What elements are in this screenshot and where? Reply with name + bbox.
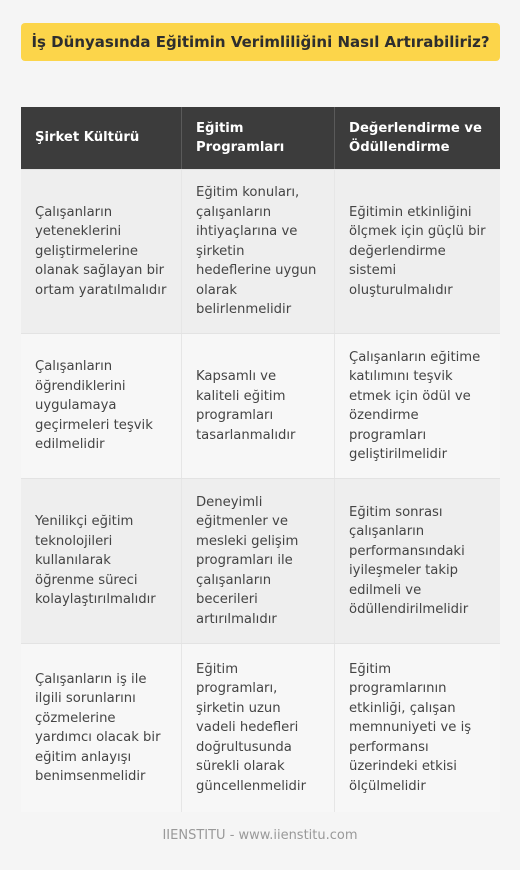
table-header-row	[21, 107, 500, 170]
table-cell: Çalışanların iş ile ilgili sorunlarını çözmelerine yardımcı olacak bir eğitim anlayışı benimsenmelidir	[21, 644, 182, 812]
table-row	[21, 479, 500, 644]
footer-credit: IIENSTITU - www.iienstitu.com	[162, 828, 358, 843]
column-header: Değerlendirme ve Ödüllendirme	[335, 107, 500, 169]
table-cell: Eğitim programlarının etkinliği, çalışan memnuniyeti ve iş performansı üzerindeki etkisi ölçülmelidir	[335, 644, 500, 812]
table-cell: Çalışanların yeteneklerini geliştirmelerine olanak sağlayan bir ortam yaratılmalıdır	[21, 170, 182, 333]
table-cell: Yenilikçi eğitim teknolojileri kullanılarak öğrenme süreci kolaylaştırılmalıdır	[21, 479, 182, 643]
table-cell: Eğitim sonrası çalışanların performansındaki iyileşmeler takip edilmeli ve ödüllendirilmelidir	[335, 479, 500, 643]
table-cell: Eğitim konuları, çalışanların ihtiyaçlarına ve şirketin hedeflerine uygun olarak belirlenmelidir	[182, 170, 335, 333]
table-cell: Deneyimli eğitmenler ve mesleki gelişim programları ile çalışanların becerileri artırılmalıdır	[182, 479, 335, 643]
table-row	[21, 644, 500, 812]
table-cell: Çalışanların eğitime katılımını teşvik etmek için ödül ve özendirme programları geliştirilmelidir	[335, 334, 500, 478]
column-header: Şirket Kültürü	[21, 107, 182, 169]
page-title: İş Dünyasında Eğitimin Verimliliğini Nasıl Artırabiliriz?	[21, 23, 500, 61]
column-header: Eğitim Programları	[182, 107, 335, 169]
table-row	[21, 170, 500, 334]
table-cell: Eğitim programları, şirketin uzun vadeli hedefleri doğrultusunda sürekli olarak güncellenmelidir	[182, 644, 335, 812]
table-cell: Kapsamlı ve kaliteli eğitim programları tasarlanmalıdır	[182, 334, 335, 478]
table-cell: Çalışanların öğrendiklerini uygulamaya geçirmeleri teşvik edilmelidir	[21, 334, 182, 478]
table-row	[21, 334, 500, 479]
table-cell: Eğitimin etkinliğini ölçmek için güçlü bir değerlendirme sistemi oluşturulmalıdır	[335, 170, 500, 333]
comparison-table	[21, 107, 500, 812]
